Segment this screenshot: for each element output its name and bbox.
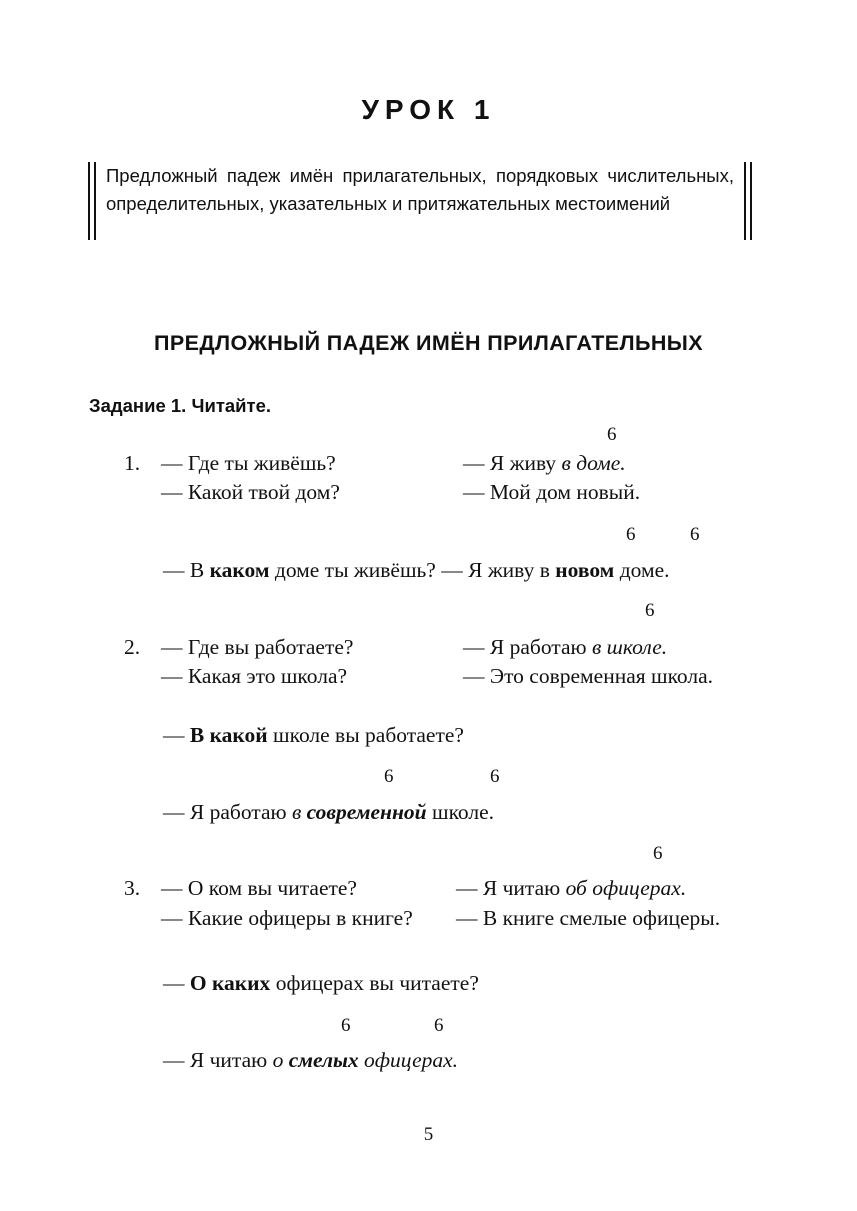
- question-line: — Где вы работаете?: [161, 635, 354, 659]
- case-mark: 6: [690, 524, 700, 545]
- page-number: 5: [423, 1124, 434, 1145]
- task-title: Задание 1. Читайте.: [89, 395, 272, 416]
- summary-line: — Я читаю о смелых офицерах.: [163, 1048, 459, 1072]
- answer-line: — Я читаю об офицерах.: [456, 876, 687, 900]
- question-line: — Какие офицеры в книге?: [161, 906, 413, 930]
- section-title: ПРЕДЛОЖНЫЙ ПАДЕЖ ИМЁН ПРИЛАГАТЕЛЬНЫХ: [154, 331, 703, 355]
- exercise-number: 3.: [124, 876, 141, 900]
- question-line: — Где ты живёшь?: [161, 451, 336, 475]
- topic-text: Предложный падеж имён прилагательных, порядковых числительных, определительных, указательных и притяжательных местоимений: [106, 165, 734, 214]
- exercise-number: 2.: [124, 635, 141, 659]
- summary-line: — О каких офицерах вы читаете?: [163, 971, 479, 995]
- topic-right-bar-inner: [744, 162, 746, 240]
- question-line: — Какой твой дом?: [161, 480, 340, 504]
- topic-left-bar-inner: [94, 162, 96, 240]
- topic-left-bar-outer: [88, 162, 90, 240]
- answer-line: — Я живу в доме.: [463, 451, 626, 475]
- case-mark: 6: [490, 766, 500, 787]
- case-mark: 6: [607, 424, 617, 445]
- answer-line: — В книге смелые офицеры.: [456, 906, 721, 930]
- case-mark: 6: [384, 766, 394, 787]
- case-mark: 6: [341, 1015, 351, 1036]
- summary-line: — Я работаю в современной школе.: [163, 800, 495, 824]
- question-line: — Какая это школа?: [161, 664, 348, 688]
- question-line: — О ком вы читаете?: [161, 876, 357, 900]
- summary-line: — В какой школе вы работаете?: [163, 723, 464, 747]
- exercise-number: 1.: [124, 451, 141, 475]
- summary-line: — В каком доме ты живёшь? — Я живу в новом доме.: [163, 558, 670, 582]
- case-mark: 6: [645, 600, 655, 621]
- case-mark: 6: [434, 1015, 444, 1036]
- answer-line: — Я работаю в школе.: [463, 635, 668, 659]
- answer-line: — Это современная школа.: [463, 664, 714, 688]
- topic-box: [88, 162, 752, 240]
- case-mark: 6: [626, 524, 636, 545]
- lesson-title: УРОК 1: [361, 94, 496, 125]
- answer-line: — Мой дом новый.: [463, 480, 641, 504]
- case-mark: 6: [653, 843, 663, 864]
- topic-right-bar-outer: [750, 162, 752, 240]
